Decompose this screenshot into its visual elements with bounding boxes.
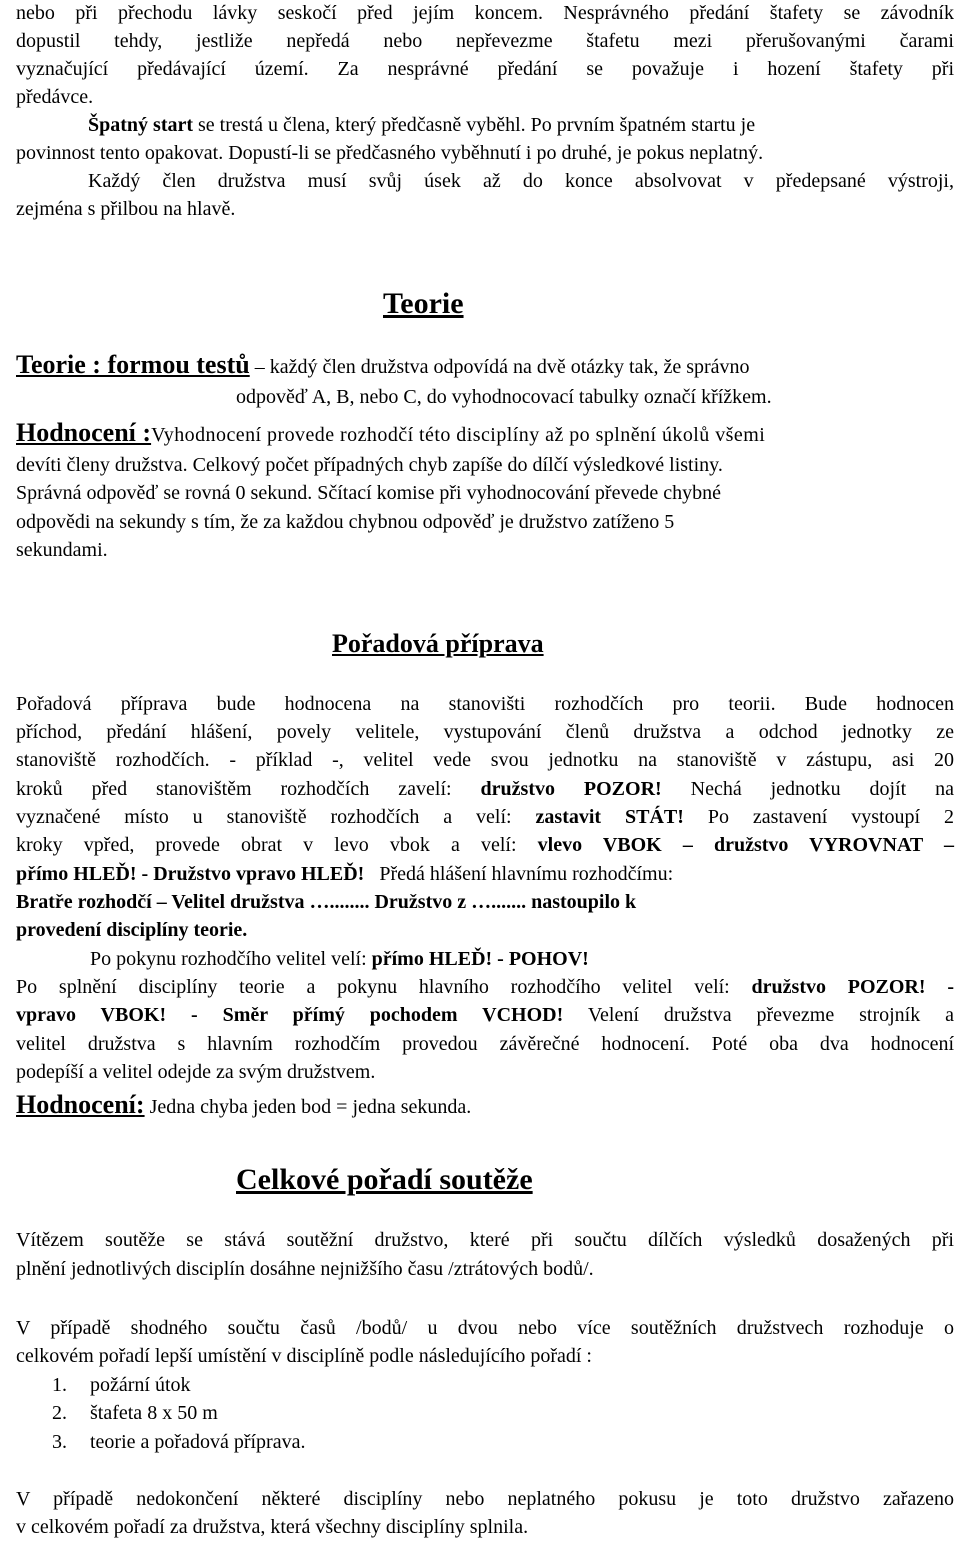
poradova-line-8: Bratře rozhodčí – Velitel družstva …........ Družstvo z …....... nastoupilo k [16,891,637,913]
poradova-line-4c: Nechá jednotku dojít na [690,778,955,800]
teorie-eval-line-1 [16,420,954,448]
poradova-line-1: Pořadová příprava bude hodnocena na stanovišti rozhodčích pro teorii. Bude hodnocen [16,693,954,715]
poradova-line-6a: kroky vpřed, provede obrat v levo vbok a velí: [16,834,538,856]
poradova-line-10 [90,946,589,972]
intro-line-5-rest: se trestá u člena, který předčasně vyběhl. Po prvním špatném startu je [193,114,756,136]
poradova-line-5c: Po zastavení vystoupí 2 [707,806,955,828]
command-zastavit-stat: zastavit STÁT! [535,806,684,828]
intro-line-4: předávce. [16,86,94,108]
teorie-form-text-1: – každý člen družstva odpovídá na dvě otázky tak, že správno [249,356,750,378]
list-item-text: teorie a pořadová příprava. [90,1431,306,1453]
celkove-line-1: Vítězem soutěže se stává soutěžní družstvo, které při součtu dílčích výsledků dosažených při [16,1229,954,1251]
poradova-line-4 [16,776,954,802]
list-item-text: štafeta 8 x 50 m [90,1402,218,1424]
poradova-line-4a: kroků před stanovištěm rozhodčích zavelí: [16,778,481,800]
intro-line-7: Každý člen družstva musí svůj úsek až do konce absolvovat v předepsané výstroji, [88,170,954,192]
poradova-line-13: velitel družstva s hlavním rozhodčím provedou závěrečné hodnocení. Poté oba dva hodnocení [16,1033,954,1055]
list-item [52,1372,191,1398]
poradova-line-7b: Předá hlášení hlavnímu rozhodčímu: [364,863,674,885]
command-primo-hled: přímo HLEĎ! - Družstvo vpravo HLEĎ! [16,863,365,885]
list-item-number: 3. [52,1431,67,1453]
celkove-heading: Celkové pořadí soutěže [236,1163,533,1196]
intro-line-6: povinnost tento opakovat. Dopustí-li se předčasného vyběhnutí i po druhé, je pokus neplatný. [16,142,764,164]
intro-line-2: dopustil tehdy, jestliže nepředá nebo nepřevezme štafetu mezi přerušovanými čarami [16,30,954,52]
poradova-line-6 [16,832,954,858]
teorie-eval-label: Hodnocení : [16,418,152,447]
list-item-number: 1. [52,1374,67,1396]
poradova-line-10a: Po pokynu rozhodčího velitel velí: [90,948,372,970]
celkove-line-6: v celkovém pořadí za družstva, která všechny disciplíny splnila. [16,1516,529,1538]
celkove-line-2: plnění jednotlivých disciplín dosáhne nejnižšího času /ztrátových bodů/. [16,1258,594,1280]
poradova-line-3: stanoviště rozhodčích. - příklad -, velitel vede svou jednotku na stanoviště v zástupu, asi 20 [16,749,954,771]
command-vchod: vpravo VBOK! - Směr přímý pochodem VCHOD! [16,1004,564,1026]
intro-line-8: zejména s přilbou na hlavě. [16,198,236,220]
poradova-heading: Pořadová příprava [332,629,544,658]
list-item-number: 2. [52,1402,67,1424]
intro-line-3: vyznačující předávající území. Za nesprávné předání se považuje i hození štafety při [16,58,954,80]
teorie-form-label: Teorie : formou testů [16,350,250,379]
teorie-eval-line-5: sekundami. [16,539,108,561]
list-item [52,1429,305,1455]
poradova-line-2: příchod, předání hlášení, povely velitele, vystupování členů družstva a odchod jednotky ze [16,721,954,743]
poradova-line-12b: Velení družstva převezme strojník a [587,1004,955,1026]
poradova-eval-text: Jedna chyba jeden bod = jedna sekunda. [144,1096,472,1118]
command-druzstvo-pozor-2: družstvo POZOR! - [751,976,954,998]
teorie-form-line-2: odpověď A, B, nebo C, do vyhodnocovací tabulky označí křížkem. [236,386,772,408]
poradova-line-14: podepíší a velitel odejde za svým družstvem. [16,1061,376,1083]
intro-line-1: nebo při přechodu lávky seskočí před jejím koncem. Nesprávného předání štafety se závodník [16,2,954,24]
poradova-eval-line [16,1092,471,1120]
list-item [52,1400,218,1426]
teorie-eval-line-4: odpovědi na sekundy s tím, že za každou chybnou odpověď je družstvo zatíženo 5 [16,511,675,533]
poradova-eval-label: Hodnocení: [16,1090,145,1119]
celkove-line-3: V případě shodného součtu časů /bodů/ u dvou nebo více soutěžních družstvech rozhoduje o [16,1317,954,1339]
poradova-line-7 [16,861,673,887]
teorie-eval-line-3: Správná odpověď se rovná 0 sekund. Sčítací komise při vyhodnocování převede chybné [16,482,721,504]
poradova-line-5a: vyznačené místo u stanoviště rozhodčích a velí: [16,806,536,828]
command-vlevo-vbok: vlevo VBOK – družstvo VYROVNAT – [537,834,954,856]
poradova-line-12 [16,1002,954,1028]
intro-line-5 [88,112,755,138]
list-item-text: požární útok [90,1374,191,1396]
poradova-line-11 [16,974,954,1000]
teorie-form-line-1 [16,352,750,380]
poradova-line-11a: Po splnění disciplíny teorie a pokynu hlavního rozhodčího velitel velí: [16,976,752,998]
teorie-eval-line-2: devíti členy družstva. Celkový počet případných chyb zapíše do dílčí výsledkové listiny. [16,454,723,476]
false-start-term: Špatný start [88,114,194,136]
celkove-line-5: V případě nedokončení některé disciplíny nebo neplatného pokusu je toto družstvo zařazeno [16,1488,954,1510]
command-druzstvo-pozor: družstvo POZOR! [480,778,662,800]
command-pohov: přímo HLEĎ! - POHOV! [371,948,589,970]
celkove-line-4: celkovém pořadí lepší umístění v disciplíně podle následujícího pořadí : [16,1345,592,1367]
teorie-heading: Teorie [383,287,464,320]
poradova-line-9: provedení disciplíny teorie. [16,919,248,941]
teorie-eval-text-1: Vyhodnocení provede rozhodčí této disciplíny až po splnění úkolů všemi [151,424,766,446]
poradova-line-5 [16,804,954,830]
